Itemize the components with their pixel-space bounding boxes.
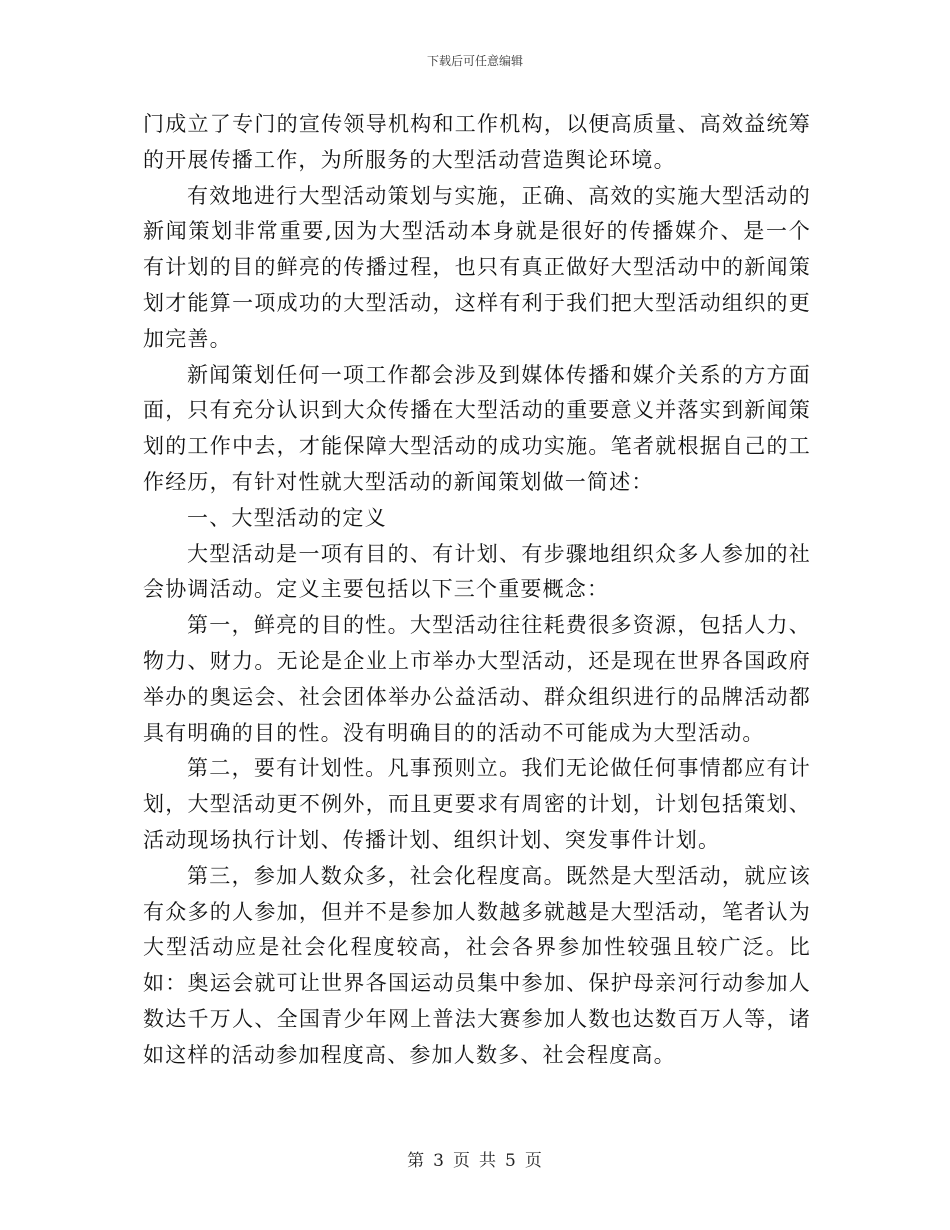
- footer-page-word: 页: [453, 1151, 471, 1171]
- footer-total-pages: 5: [505, 1151, 517, 1171]
- page-footer: [0, 1150, 950, 1172]
- paragraph-1: 门成立了专门的宣传领导机构和工作机构，以便高质量、高效益统筹的开展传播工作，为所服务的大型活动营造舆论环境。: [143, 112, 811, 172]
- paragraph-definition: 大型活动是一项有目的、有计划、有步骤地组织众多人参加的社会协调活动。定义主要包括以下三个重要概念：: [143, 541, 811, 602]
- section-heading: 一、大型活动的定义: [187, 505, 387, 530]
- footer-suffix: 页: [524, 1151, 543, 1171]
- footer-total-word: 共: [479, 1151, 497, 1171]
- footer-current-page: 3: [433, 1151, 445, 1171]
- page-header-note: 下载后可任意编辑: [426, 54, 523, 68]
- paragraph-3: 新闻策划任何一项工作都会涉及到媒体传播和媒介关系的方方面面，只有充分认识到大众传播在大型活动的重要意义并落实到新闻策划的工作中去，才能保障大型活动的成功实施。笔者就根据自己的工作经历，有针对性就大型活动的新闻策划做一简述：: [143, 362, 811, 494]
- paragraph-point-3: 第三，参加人数众多，社会化程度高。既然是大型活动，就应该有众多的人参加，但并不是参加人数越多就越是大型活动，笔者认为大型活动应是社会化程度较高，社会各界参加性较强且较广泛。比如：奥运会就可让世界各国运动员集中参加、保护母亲河行动参加人数达千万人、全国青少年网上普法大赛参加人数也达数百万人等，诸如这样的活动参加程度高、参加人数多、社会程度高。: [143, 863, 811, 1067]
- paragraph-point-2: 第二，要有计划性。凡事预则立。我们无论做任何事情都应有计划，大型活动更不例外，而且更要求有周密的计划，计划包括策划、活动现场执行计划、传播计划、组织计划、突发事件计划。: [143, 756, 811, 852]
- paragraph-2: 有效地进行大型活动策划与实施，正确、高效的实施大型活动的新闻策划非常重要,因为大型活动本身就是很好的传播媒介、是一个有计划的目的鲜亮的传播过程，也只有真正做好大型活动中的新闻策划才能算一项成功的大型活动，这样有利于我们把大型活动组织的更加完善。: [143, 183, 811, 351]
- paragraph-point-1: 第一，鲜亮的目的性。大型活动往往耗费很多资源，包括人力、物力、财力。无论是企业上市举办大型活动，还是现在世界各国政府举办的奥运会、社会团体举办公益活动、群众组织进行的品牌活动都具有明确的目的性。没有明确目的的活动不可能成为大型活动。: [143, 613, 811, 745]
- footer-prefix: 第: [407, 1151, 426, 1171]
- document-body: [143, 107, 811, 1074]
